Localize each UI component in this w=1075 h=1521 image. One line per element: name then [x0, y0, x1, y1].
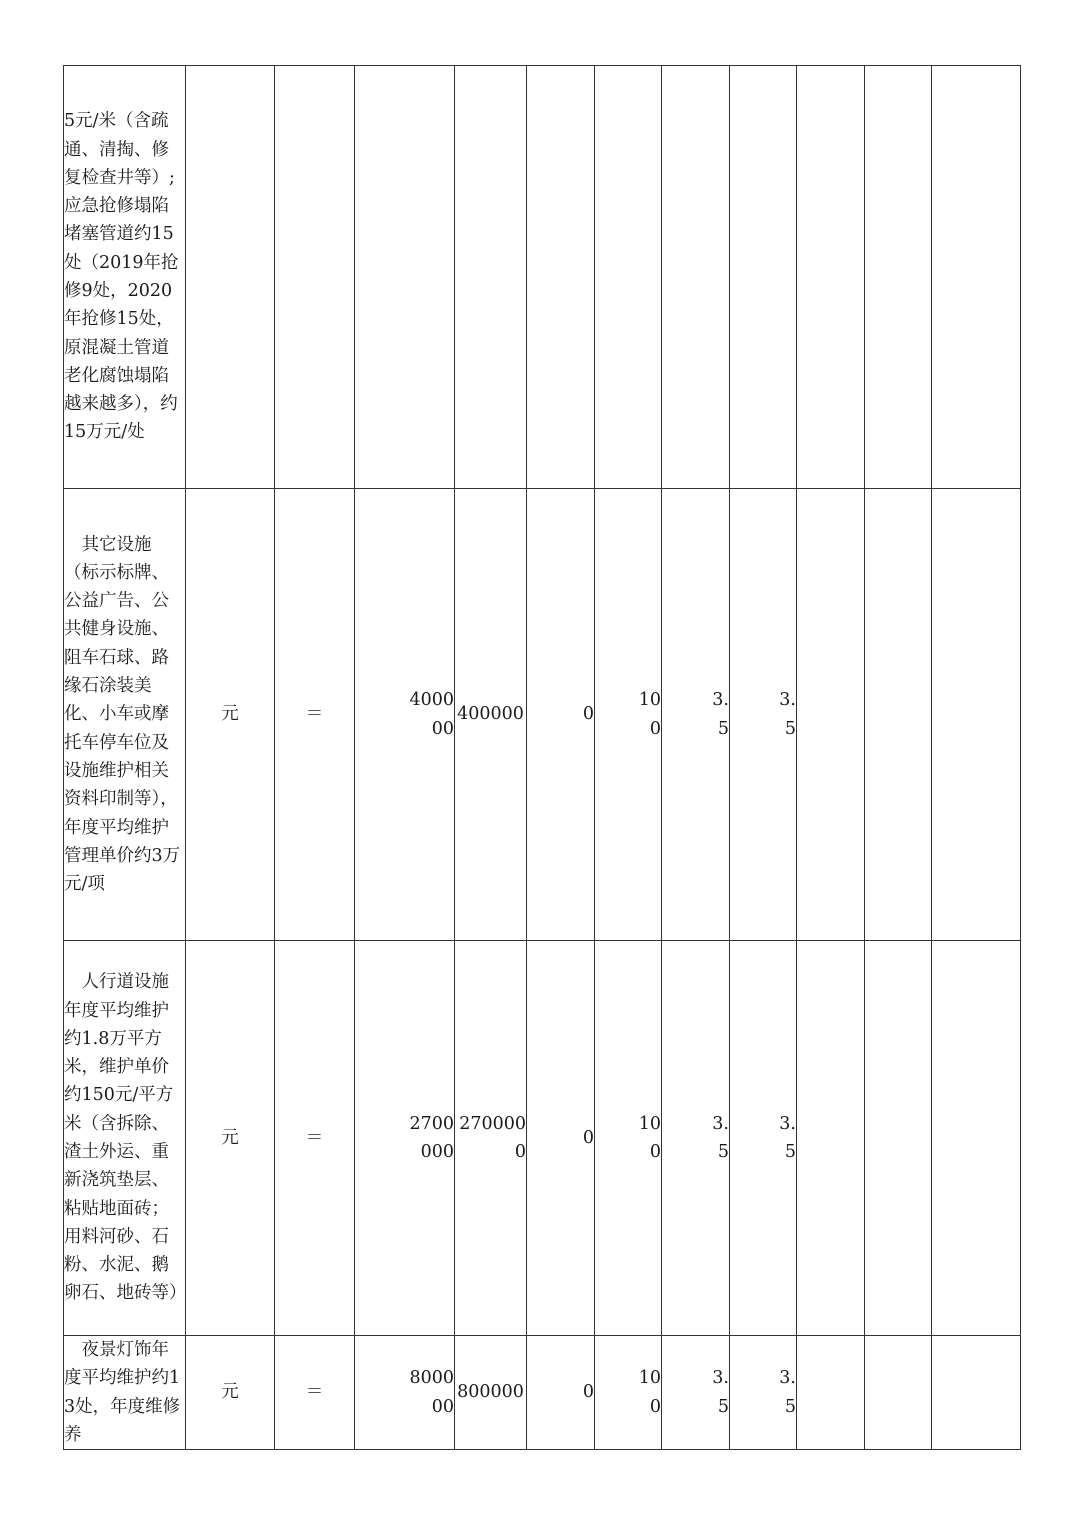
col9-cell [730, 1336, 797, 1450]
empty-cell [865, 941, 932, 1336]
empty-cell [932, 941, 1021, 1336]
value-line: 4000 [409, 690, 454, 711]
col9-cell [730, 66, 797, 489]
sign-cell [275, 66, 355, 489]
col6-cell [527, 66, 595, 489]
sign-cell: ＝ [275, 941, 355, 1336]
value-line: 3. [779, 690, 796, 711]
description-text: 5元/米（含疏通、清掏、修复检查井等）;应急抢修塌陷堵塞管道约15处（2019年抢修9处，2020年抢修15处，原混凝土管道老化腐蚀塌陷越来越多），约15万元/处 [64, 111, 179, 443]
amount-a-cell [355, 1336, 455, 1450]
col8-cell [662, 66, 730, 489]
amount-a-value [409, 1364, 454, 1421]
amount-b-value [459, 1110, 526, 1167]
empty-cell [797, 489, 865, 941]
row-description [64, 489, 186, 941]
empty-cell [932, 66, 1021, 489]
unit-cell: 元 [186, 489, 275, 941]
row-description [64, 66, 186, 489]
row-description [64, 1336, 186, 1450]
value-line: 10 [638, 1368, 661, 1389]
value-line: 00 [431, 1396, 454, 1417]
col9-value [779, 1110, 796, 1167]
sign-cell: ＝ [275, 489, 355, 941]
amount-a-cell [355, 489, 455, 941]
value-line: 3. [712, 690, 729, 711]
col8-value [712, 686, 729, 743]
col9-value [779, 1364, 796, 1421]
empty-cell [932, 1336, 1021, 1450]
empty-cell [797, 66, 865, 489]
value-line: 3. [779, 1113, 796, 1134]
value-line: 5 [784, 1142, 796, 1162]
col8-value [712, 1364, 729, 1421]
empty-cell [797, 1336, 865, 1450]
col7-value [639, 686, 661, 743]
sign-cell: ＝ [275, 1336, 355, 1450]
description-text: 其它设施（标示标牌、公益广告、公共健身设施、阻车石球、路缘石涂装美化、小车或摩托车停车位及设施维护相关资料印制等），年度平均维护管理单价约3万元/项 [64, 534, 181, 895]
amount-b-cell [455, 66, 527, 489]
col8-cell [662, 489, 730, 941]
value-line: 10 [638, 1113, 661, 1134]
value-line: 0 [649, 1396, 661, 1417]
value-line: 2700 [409, 1113, 454, 1134]
unit-cell [186, 66, 275, 489]
table-row [64, 941, 1021, 1336]
col8-value [712, 1110, 729, 1167]
amount-b-cell [455, 1336, 527, 1450]
value-line: 000 [420, 1142, 454, 1162]
amount-a-value [409, 1110, 454, 1167]
col7-cell [595, 1336, 662, 1450]
col7-cell [595, 489, 662, 941]
value-line: 5 [717, 1396, 729, 1417]
col6-cell: 0 [527, 1336, 595, 1450]
unit-cell: 元 [186, 1336, 275, 1450]
value-line: 0 [649, 1142, 661, 1162]
value-line: 0 [649, 718, 661, 739]
col9-value [779, 686, 796, 743]
description-text: 夜景灯饰年度平均维护约13处，年度维修养 [64, 1340, 181, 1445]
value-line: 8000 [409, 1368, 454, 1389]
amount-a-cell [355, 66, 455, 489]
empty-cell [797, 941, 865, 1336]
value-line: 10 [638, 690, 661, 711]
amount-b-value: 400000 [457, 704, 524, 725]
empty-cell [932, 489, 1021, 941]
empty-cell [865, 66, 932, 489]
table-row [64, 66, 1021, 489]
value-line: 5 [717, 718, 729, 739]
empty-cell [865, 489, 932, 941]
value-line: 0 [514, 1142, 526, 1162]
cost-table [63, 65, 1021, 1450]
amount-a-cell [355, 941, 455, 1336]
value-line: 5 [717, 1142, 729, 1162]
col8-cell [662, 941, 730, 1336]
amount-b-cell [455, 941, 527, 1336]
col7-value [639, 1110, 661, 1167]
row-description [64, 941, 186, 1336]
value-line: 5 [784, 718, 796, 739]
empty-cell [865, 1336, 932, 1450]
description-text: 人行道设施年度平均维护约1.8万平方米，维护单价约150元/平方米（含拆除、渣土外运、重新浇筑垫层、粘贴地面砖；用料河砂、石粉、水泥、鹅卵石、地砖等） [64, 972, 187, 1304]
value-line: 5 [784, 1396, 796, 1417]
col7-cell [595, 66, 662, 489]
value-line: 00 [431, 718, 454, 739]
col7-value [639, 1364, 661, 1421]
col9-cell [730, 941, 797, 1336]
amount-b-value: 800000 [457, 1382, 524, 1403]
amount-a-value [409, 686, 454, 743]
unit-cell: 元 [186, 941, 275, 1336]
col6-cell: 0 [527, 489, 595, 941]
col7-cell [595, 941, 662, 1336]
col8-cell [662, 1336, 730, 1450]
value-line: 270000 [459, 1113, 526, 1134]
amount-b-cell [455, 489, 527, 941]
value-line: 3. [779, 1368, 796, 1389]
col6-cell: 0 [527, 941, 595, 1336]
value-line: 3. [712, 1113, 729, 1134]
col9-cell [730, 489, 797, 941]
table-row [64, 1336, 1021, 1450]
value-line: 3. [712, 1368, 729, 1389]
table-row [64, 489, 1021, 941]
